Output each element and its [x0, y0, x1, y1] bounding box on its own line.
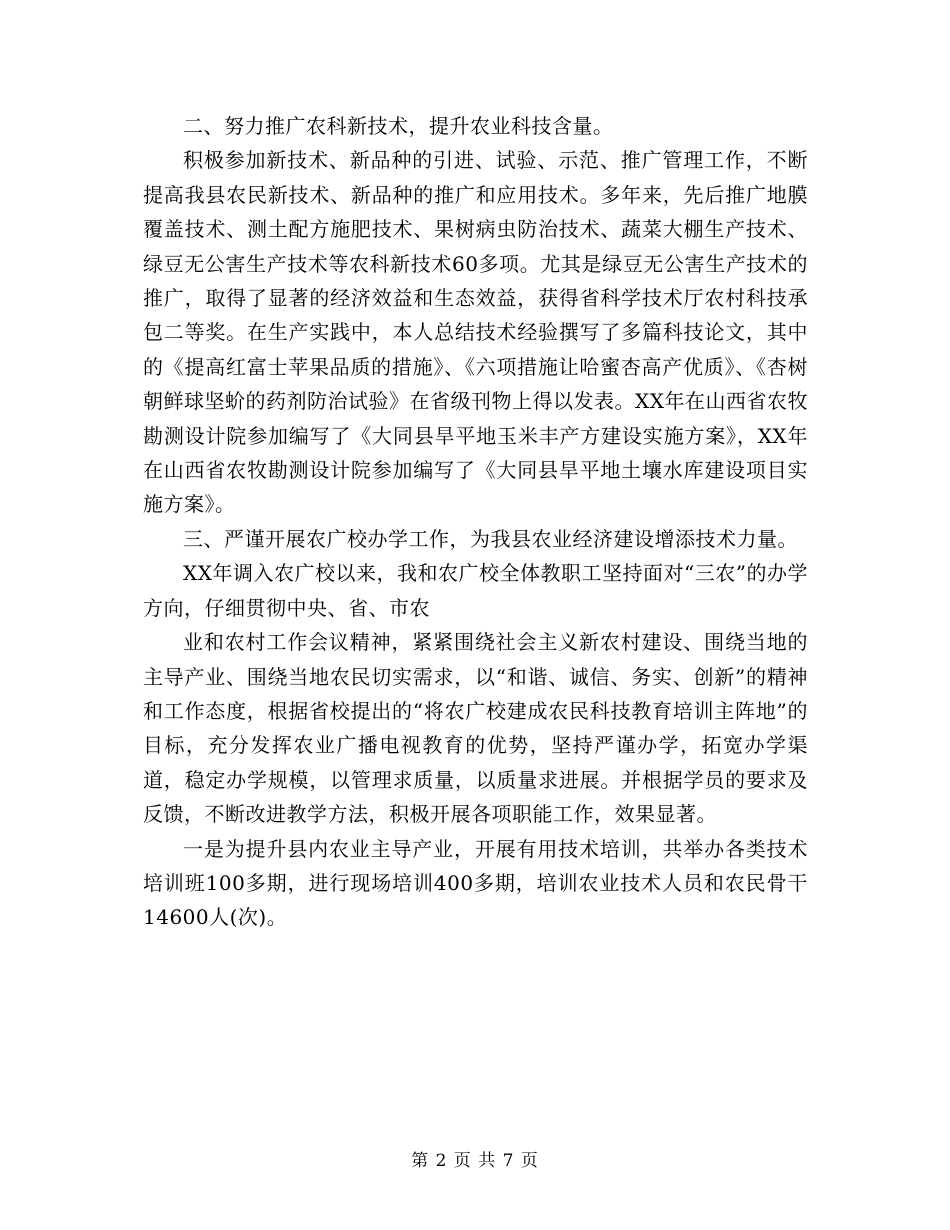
- page-number-footer: 第 2 页 共 7 页: [411, 1151, 539, 1171]
- paragraph-training: 一是为提升县内农业主导产业，开展有用技术培训，共举办各类技术培训班100多期，进行现场培训400多期，培训农业技术人员和农民骨干14600人(次)。: [143, 836, 808, 930]
- paragraph-tech-promotion: 积极参加新技术、新品种的引进、试验、示范、推广管理工作，不断提高我县农民新技术、新品种的推广和应用技术。多年来，先后推广地膜覆盖技术、测土配方施肥技术、果树病虫防治技术、蔬菜大棚生产技术、绿豆无公害生产技术等农科新技术60多项。尤其是绿豆无公害生产技术的推广，取得了显著的经济效益和生态效益，获得省科学技术厅农村科技承包二等奖。在生产实践中，本人总结技术经验撰写了多篇科技论文，其中的《提高红富士苹果品质的措施》、《六项措施让哈蜜杏高产优质》、《杏树朝鲜球坚蚧的药剂防治试验》在省级刊物上得以发表。XX年在山西省农牧勘测设计院参加编写了《大同县旱平地玉米丰产方建设实施方案》，XX年在山西省农牧勘测设计院参加编写了《大同县旱平地土壤水库建设项目实施方案》。: [143, 148, 808, 517]
- paragraph-school-work: 业和农村工作会议精神，紧紧围绕社会主义新农村建设、围绕当地的主导产业、围绕当地农民切实需求，以“和谐、诚信、务实、创新”的精神和工作态度，根据省校提出的“将农广校建成农民科技教育培训主阵地”的目标，充分发挥农业广播电视教育的优势，坚持严谨办学，拓宽办学渠道，稳定办学规模，以管理求质量，以质量求进展。并根据学员的要求及反馈，不断改进教学方法，积极开展各项职能工作，效果显著。: [143, 630, 808, 827]
- paragraph-school-intro: XX年调入农广校以来，我和农广校全体教职工坚持面对“三农”的办学方向，仔细贯彻中央、省、市农: [143, 561, 808, 620]
- section-heading-3: 三、严谨开展农广校办学工作，为我县农业经济建设增添技术力量。: [183, 526, 798, 551]
- document-body: [143, 109, 808, 935]
- section-heading-2: 二、努力推广农科新技术，提升农业科技含量。: [183, 114, 614, 138]
